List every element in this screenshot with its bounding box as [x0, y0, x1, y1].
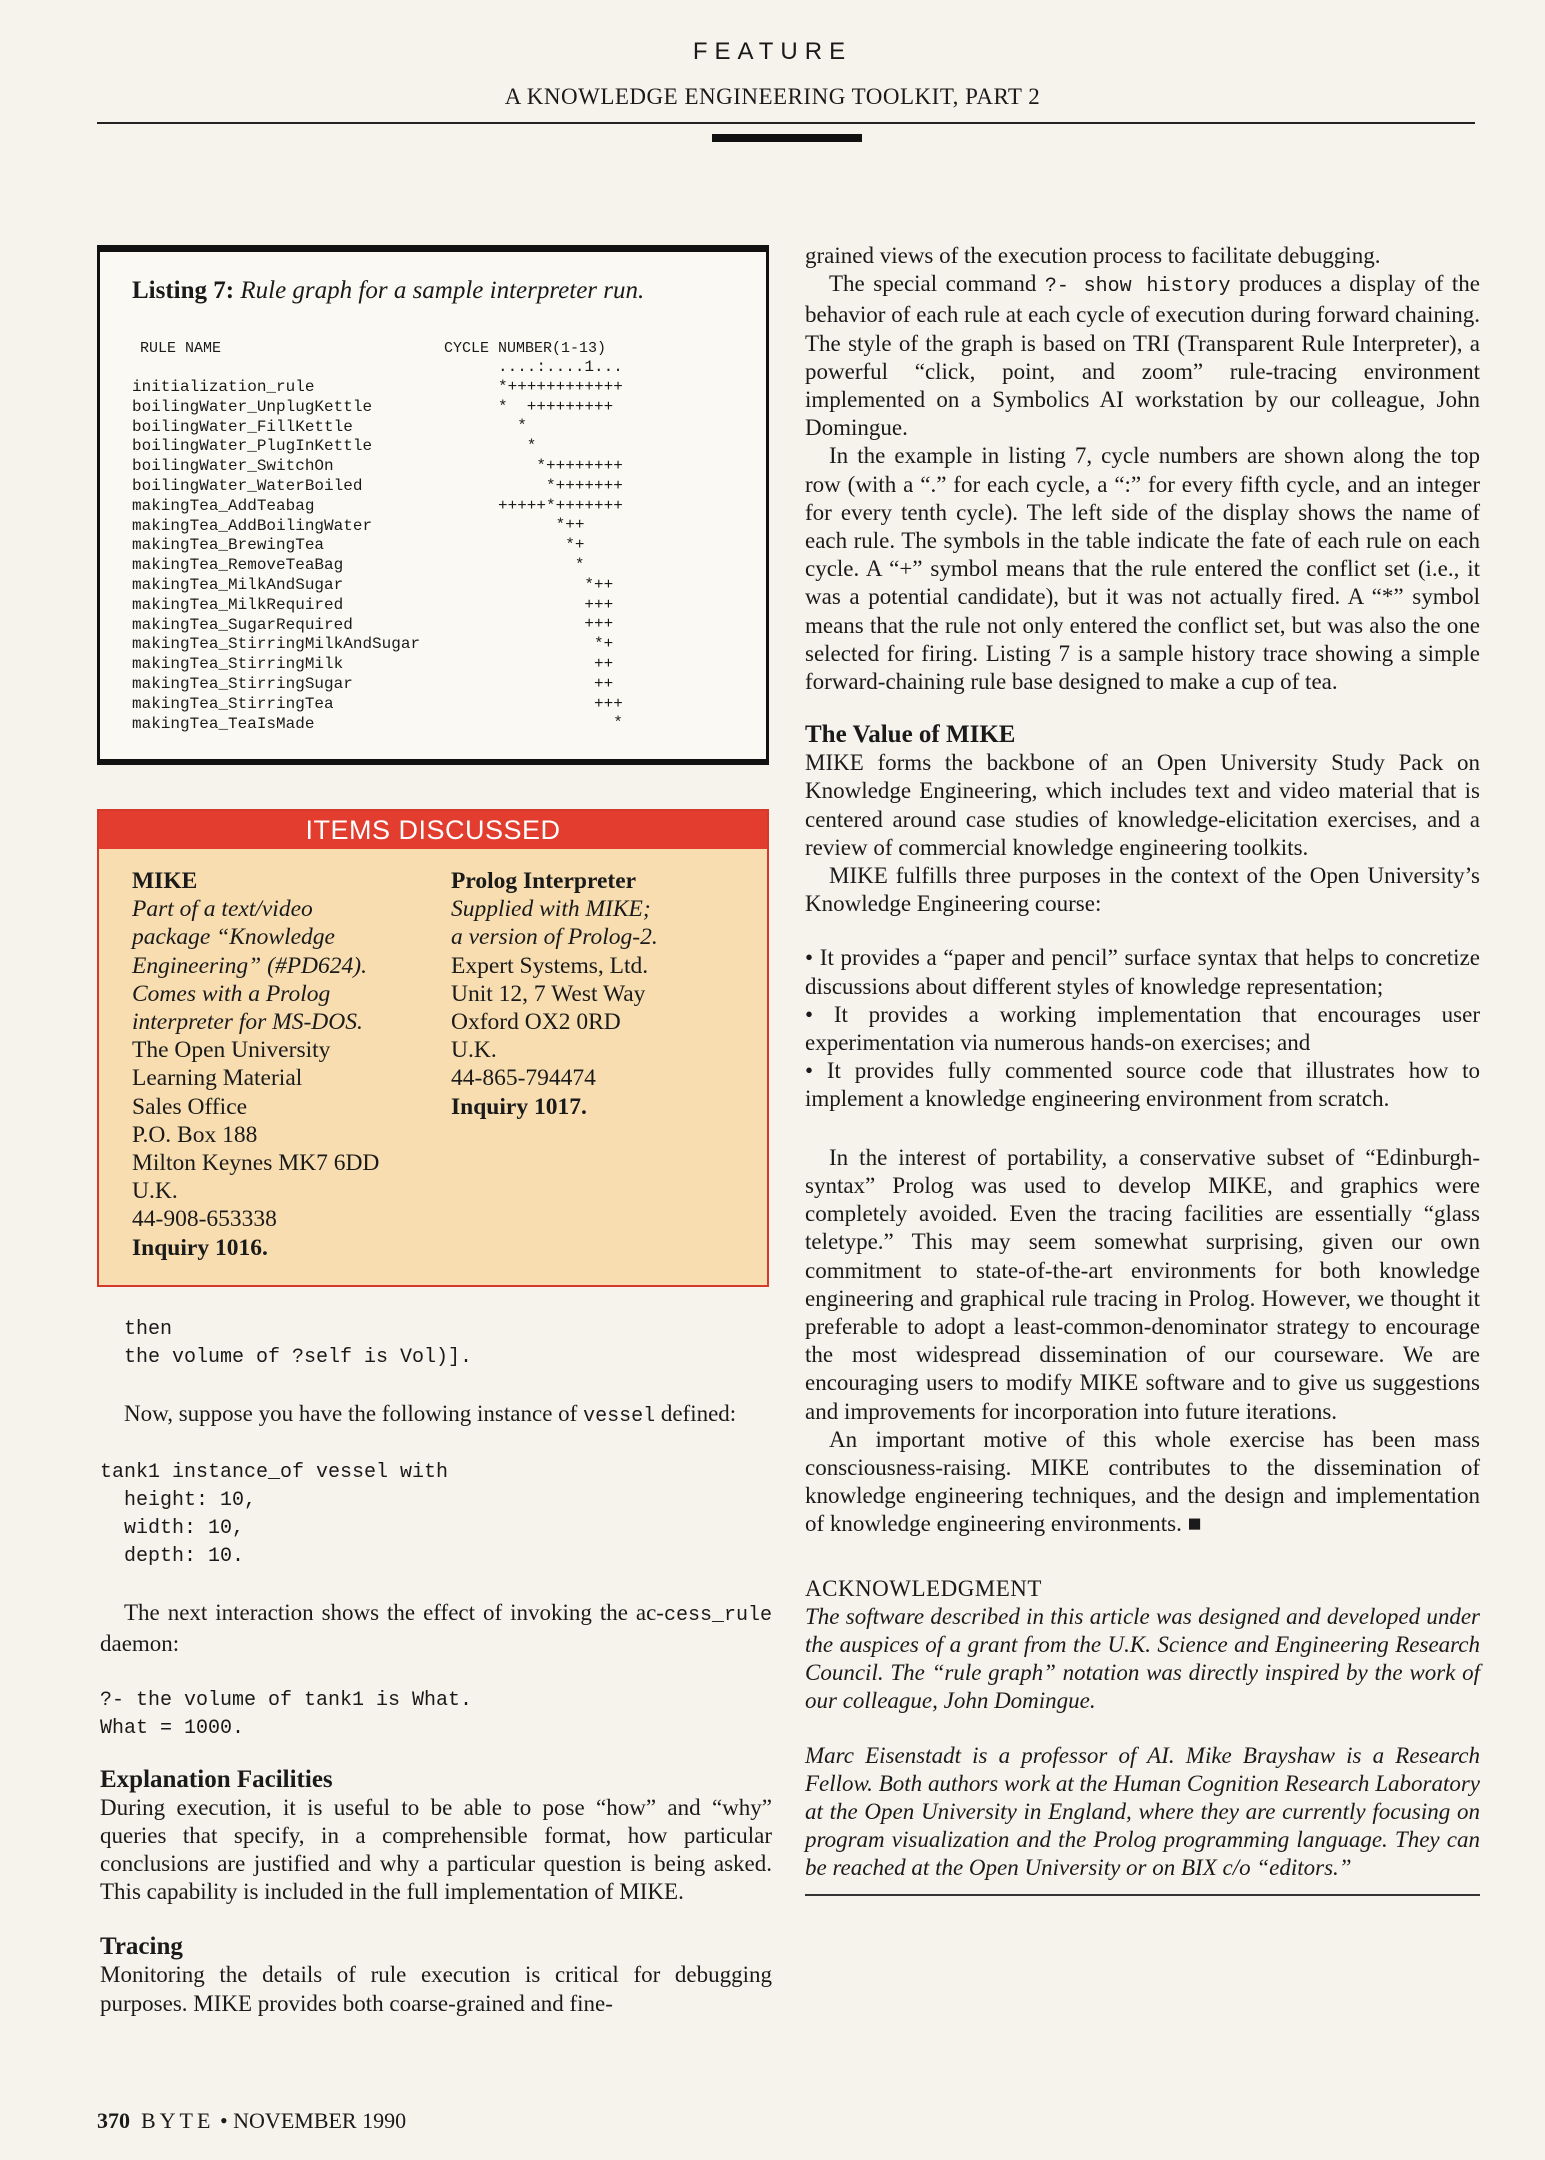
- paragraph: MIKE fulfills three purposes in the context of the Open University’s Knowledge Engineering course:: [805, 863, 1480, 917]
- item-address-line: U.K.: [451, 1037, 497, 1064]
- page-footer: [97, 2108, 406, 2134]
- item-address-line: Oxford OX2 0RD: [451, 1009, 621, 1036]
- listing-caption-text: Rule graph for a sample interpreter run.: [240, 277, 645, 304]
- item-address-line: Unit 12, 7 West Way: [451, 980, 646, 1007]
- item-description-line: Engineering” (#PD624).: [132, 952, 367, 979]
- rule-graph-row: +++: [498, 694, 623, 713]
- rule-graph-row: *++: [498, 575, 614, 594]
- bullet-item: • It provides a working implementation that encourages user experimentation via numerous hands-on exercises; and: [805, 1001, 1480, 1056]
- paragraph: During execution, it is useful to be able to pose “how” and “why” queries that specify, in a comprehensible format, how particular conclusions are justified and why a particular question is being asked. This capability is included in the full implementation of MIKE.: [100, 1794, 772, 1905]
- rule-graph-row: *: [498, 417, 527, 436]
- rule-graph-row: +++: [498, 595, 614, 614]
- item-address-line: P.O. Box 188: [132, 1121, 258, 1148]
- listing-box: [97, 245, 769, 765]
- paragraph: An important motive of this whole exercise has been mass consciousness-raising. MIKE contributes to the dissemination of knowledge engineering techniques, and the design and implementation of knowledge engineering environments. ■: [805, 1426, 1480, 1537]
- header-rule: [97, 122, 1475, 124]
- bullet-item: • It provides fully commented source code that illustrates how to implement a knowledge engineering environment from scratch.: [805, 1058, 1480, 1112]
- rule-name: makingTea_AddTeabag: [132, 496, 315, 515]
- rule-name: makingTea_MilkAndSugar: [132, 575, 344, 594]
- rule-name: boilingWater_PlugInKettle: [132, 437, 373, 456]
- rule-graph-row: *: [498, 437, 537, 456]
- rule-graph-row: *+++++++: [498, 476, 623, 495]
- item-address-line: The Open University: [132, 1037, 331, 1064]
- author-bio: Marc Eisenstadt is a professor of AI. Mike Brayshaw is a Research Fellow. Both authors work at the Human Cognition Research Laboratory at the Open University in England, where they are currently focusing on program visualization and the Prolog programming language. They can be reached at the Open University or on BIX c/o “editors.”: [805, 1742, 1480, 1881]
- cycle-ruler: ....:....1...: [498, 358, 623, 376]
- rule-name: boilingWater_UnplugKettle: [132, 397, 373, 416]
- rule-graph: [498, 358, 623, 734]
- rule-name: makingTea_StirringMilkAndSugar: [132, 635, 421, 654]
- section-heading: The Value of MIKE: [805, 721, 1016, 749]
- code-block: ?- the volume of tank1 is What. What = 1000.: [100, 1688, 473, 1740]
- rule-graph-row: ++: [498, 654, 614, 673]
- item-description-line: interpreter for MS-DOS.: [132, 1009, 363, 1036]
- rule-graph-row: *++: [498, 516, 585, 535]
- rule-name: boilingWater_WaterBoiled: [132, 476, 363, 495]
- paragraph: Monitoring the details of rule execution is critical for debugging purposes. MIKE provides both coarse-grained and fine-: [100, 1962, 772, 2016]
- inquiry-number: Inquiry 1016.: [132, 1234, 268, 1261]
- item-description-line: a version of Prolog-2.: [451, 924, 658, 951]
- rule-graph-row: *+: [498, 635, 614, 654]
- header-bar: [712, 134, 862, 142]
- item-name: Prolog Interpreter: [451, 868, 637, 894]
- rule-name: makingTea_StirringMilk: [132, 655, 344, 674]
- item-description-line: Part of a text/video: [132, 896, 313, 923]
- rule-graph-row: *: [498, 555, 585, 574]
- rule-name: boilingWater_SwitchOn: [132, 457, 334, 476]
- rule-name: makingTea_StirringSugar: [132, 674, 353, 693]
- footer-separator: •: [219, 2108, 228, 2133]
- item-description-line: Comes with a Prolog: [132, 980, 331, 1007]
- rule-name: makingTea_MilkRequired: [132, 595, 344, 614]
- section-heading: Explanation Facilities: [100, 1765, 333, 1793]
- code-block: tank1 instance_of vessel with height: 10, width: 10, depth: 10.: [100, 1461, 449, 1569]
- rule-name: makingTea_RemoveTeaBag: [132, 556, 344, 575]
- page-number: 370: [97, 2108, 130, 2133]
- issue-date: NOVEMBER 1990: [233, 2108, 407, 2133]
- item-prolog-interpreter: [451, 867, 751, 1121]
- bullet-item: • It provides a “paper and pencil” surface syntax that helps to concretize discussions about different styles of knowledge representation;: [805, 945, 1480, 999]
- code-block: then the volume of ?self is Vol)].: [124, 1318, 473, 1369]
- paragraph: Now, suppose you have the following instance of vessel defined:: [124, 1401, 737, 1428]
- rule-graph-row: +++++*+++++++: [498, 496, 623, 515]
- item-description-line: package “Knowledge: [132, 924, 335, 951]
- running-title: A KNOWLEDGE ENGINEERING TOOLKIT, PART 2: [504, 84, 1041, 109]
- rule-name-header: RULE NAME: [140, 340, 222, 357]
- item-address-line: 44-908-653338: [132, 1206, 277, 1233]
- item-address-line: Sales Office: [132, 1093, 248, 1120]
- magazine-name: BYTE: [141, 2108, 215, 2133]
- rule-graph-row: *++++++++: [498, 456, 623, 475]
- rule-name: makingTea_StirringTea: [132, 694, 334, 713]
- paragraph: In the interest of portability, a conservative subset of “Edinburgh-syntax” Prolog was used to develop MIKE, and graphics were completely avoided. Even the tracing facilities are essentially “glass teletype.” This may seem somewhat surprising, given our own commitment to state-of-the-art environments for both knowledge engineering and graphical rule tracing in Prolog. However, we thought it preferable to adopt a least-common-denominator strategy to encourage the most widespread dissemination of our courseware. We are encouraging users to modify MIKE software and to give us suggestions and improvements for incorporation into future iterations.: [805, 1144, 1480, 1424]
- rule-name: makingTea_TeaIsMade: [132, 714, 315, 733]
- rule-name-list: [132, 378, 420, 734]
- rule-name: initialization_rule: [132, 378, 315, 396]
- listing-label: Listing 7:: [132, 277, 235, 304]
- section-heading: Tracing: [100, 1933, 183, 1961]
- cycle-number-header: CYCLE NUMBER(1-13): [444, 340, 607, 357]
- paragraph: MIKE forms the backbone of an Open University Study Pack on Knowledge Engineering, which includes text and video material that is centered around case studies of knowledge-elicitation exercises, and a review of commercial knowledge engineering toolkits.: [805, 750, 1480, 860]
- rule-name: makingTea_BrewingTea: [132, 536, 325, 555]
- rule-graph-row: ++: [498, 674, 614, 693]
- listing-caption: [132, 277, 644, 305]
- item-address-line: Learning Material: [132, 1065, 303, 1092]
- right-column: [805, 242, 1480, 1883]
- item-description-line: Supplied with MIKE;: [451, 896, 651, 923]
- item-address-line: 44-865-794474: [451, 1065, 596, 1092]
- left-column: [100, 1316, 772, 2018]
- inquiry-number: Inquiry 1017.: [451, 1093, 587, 1120]
- paragraph: grained views of the execution process to facilitate debugging.: [805, 243, 1381, 268]
- rule-name: boilingWater_FillKettle: [132, 417, 353, 436]
- items-discussed-title: ITEMS DISCUSSED: [99, 811, 767, 849]
- acknowledgment-heading: ACKNOWLEDGMENT: [805, 1575, 1042, 1601]
- paragraph: The next interaction shows the effect of invoking the ac-cess_rule daemon:: [100, 1600, 772, 1657]
- rule-name: makingTea_SugarRequired: [132, 615, 353, 634]
- paragraph: The special command ?- show history produces a display of the behavior of each rule at each cycle of execution during forward chaining. The style of the graph is based on TRI (Transparent Rule Interpreter), a powerful “click, point, and zoom” rule-tracing environment implemented on a Symbolics AI workstation by our colleague, John Domingue.: [805, 271, 1481, 441]
- rule-graph-row: * +++++++++: [498, 397, 614, 416]
- rule-name: makingTea_AddBoilingWater: [132, 516, 373, 535]
- paragraph: In the example in listing 7, cycle numbers are shown along the top row (with a “.” for each cycle, a “:” for every fifth cycle, and an integer for every tenth cycle). The left side of the display shows the name of each rule. The symbols in the table indicate the fate of each rule on each cycle. A “+” symbol means that the rule entered the conflict set (i.e., it was a potential candidate), but it was not actually fired. A “*” symbol means that the rule not only entered the conflict set, but was also the one selected for firing. Listing 7 is a sample history trace showing a simple forward-chaining rule base designed to make a cup of tea.: [805, 443, 1480, 695]
- item-name: MIKE: [132, 868, 198, 894]
- bullet-list: [805, 944, 1480, 1113]
- rule-graph-row: *++++++++++++: [498, 377, 623, 396]
- item-address-line: U.K.: [132, 1178, 178, 1205]
- rule-graph-row: *+: [498, 536, 585, 555]
- item-address-line: Milton Keynes MK7 6DD: [132, 1150, 380, 1177]
- rule-graph-row: +++: [498, 615, 614, 634]
- rule-graph-row: *: [498, 714, 623, 733]
- items-discussed-box: [97, 809, 769, 1287]
- bio-divider: [805, 1894, 1480, 1896]
- acknowledgment-text: The software described in this article was designed and developed under the auspices of a grant from the U.K. Science and Engineering Research Council. The “rule graph” notation was directly inspired by the work of our colleague, John Domingue.: [805, 1603, 1480, 1714]
- item-address-line: Expert Systems, Ltd.: [451, 952, 649, 979]
- section-label: FEATURE: [692, 38, 853, 65]
- item-mike: [132, 867, 432, 1262]
